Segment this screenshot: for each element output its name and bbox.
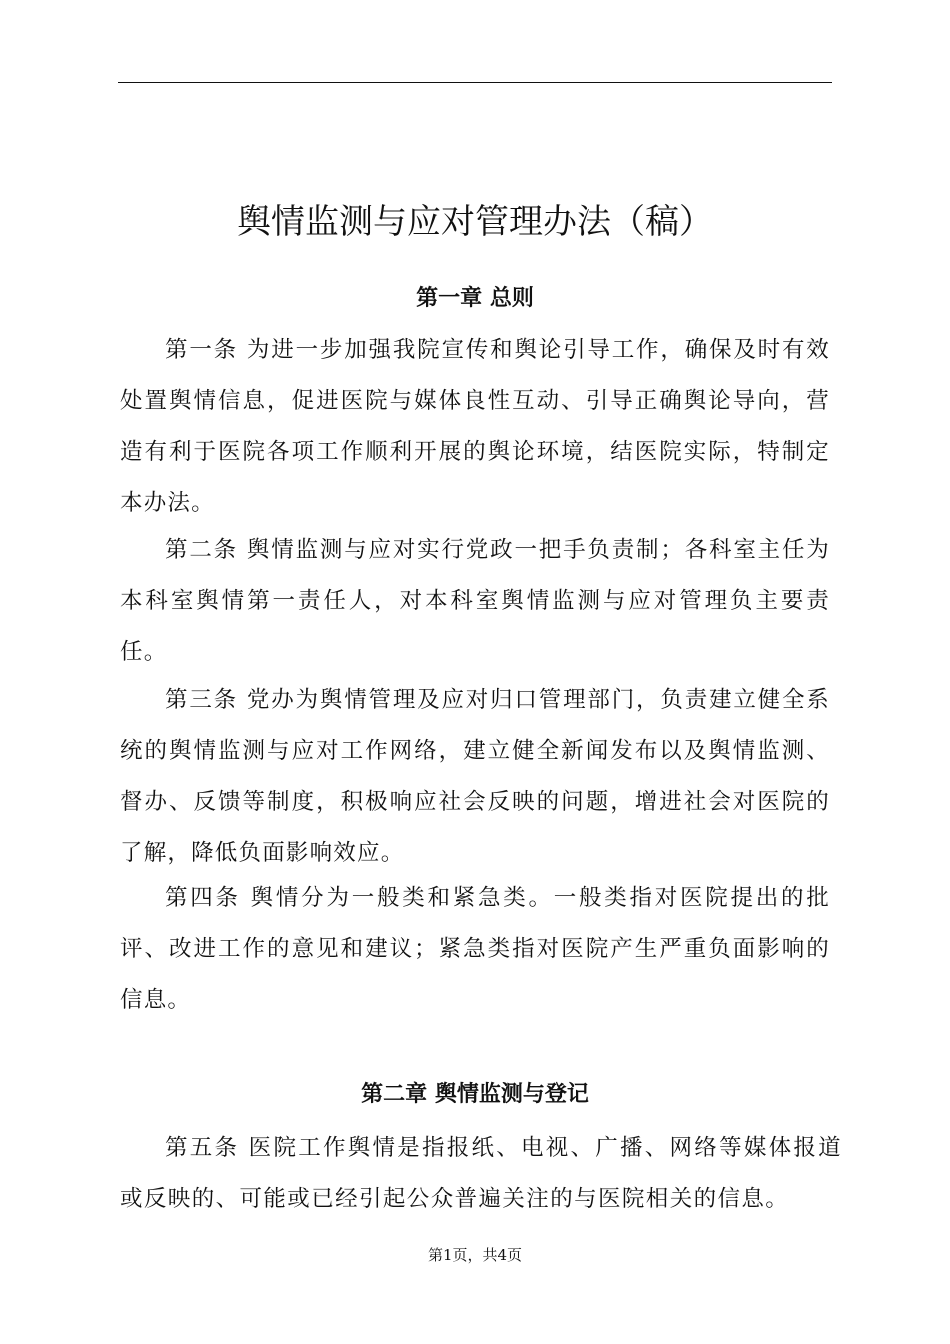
- page-footer: 第1页，共4页: [427, 1246, 523, 1264]
- article-2: 第二条 舆情监测与应对实行党政一把手负责制；各科室主任为本科室舆情第一责任人，对本科室舆情监测与应对管理负主要责任。: [120, 537, 830, 665]
- chapter-heading-1: 第一章 总则: [416, 286, 534, 311]
- chapter-heading-2: 第二章 舆情监测与登记: [361, 1082, 589, 1107]
- article-4: 第四条 舆情分为一般类和紧急类。一般类指对医院提出的批评、改进工作的意见和建议；紧急类指对医院产生严重负面影响的信息。: [120, 885, 830, 1013]
- article-1: 第一条 为进一步加强我院宣传和舆论引导工作，确保及时有效处置舆情信息，促进医院与媒体良性互动、引导正确舆论导向，营造有利于医院各项工作顺利开展的舆论环境，结医院实际，特制定本办法。: [120, 337, 830, 516]
- header-rule: [118, 82, 832, 83]
- article-3: 第三条 党办为舆情管理及应对归口管理部门，负责建立健全系统的舆情监测与应对工作网络，建立健全新闻发布以及舆情监测、督办、反馈等制度，积极响应社会反映的问题，增进社会对医院的了解，降低负面影响效应。: [120, 687, 830, 866]
- article-5: 第五条 医院工作舆情是指报纸、电视、广播、网络等媒体报道或反映的、可能或已经引起公众普遍关注的与医院相关的信息。: [120, 1135, 842, 1212]
- document-title: 舆情监测与应对管理办法（稿）: [237, 201, 713, 242]
